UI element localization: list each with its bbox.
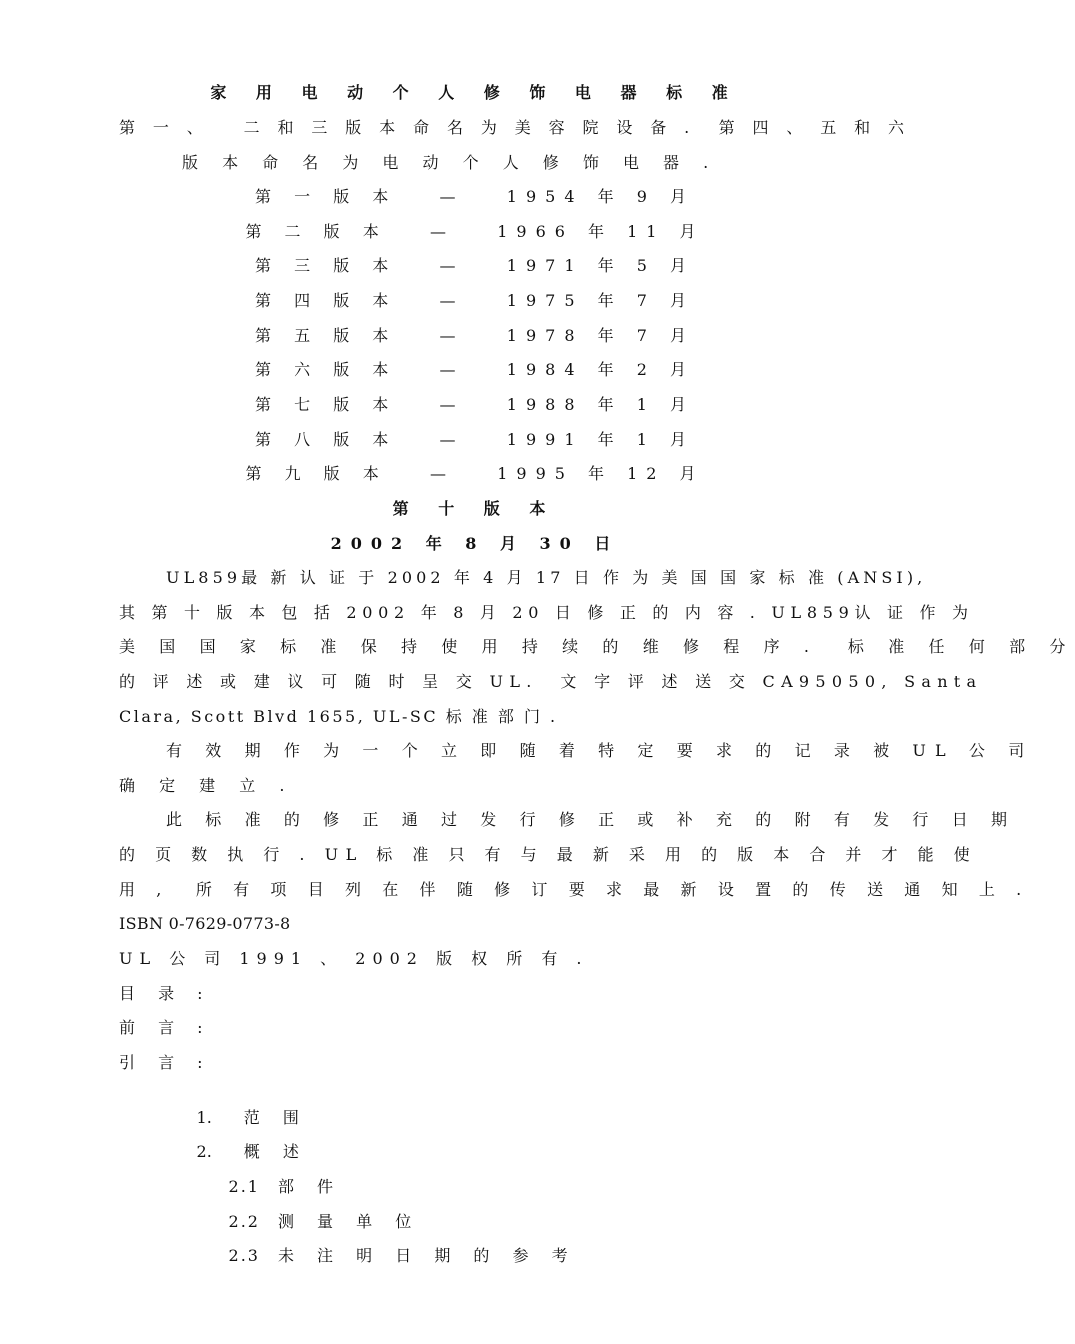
toc-label: 目 录 :: [119, 984, 212, 1003]
toc-subitem-number: 2.1: [228, 1177, 260, 1196]
toc-item[interactable]: [166, 1122, 308, 1161]
toc-subitem-number: 2.2: [228, 1212, 260, 1231]
current-edition: 第 十 版 本: [392, 499, 558, 518]
toc-item[interactable]: [166, 1088, 308, 1127]
toc-item-label: 概 述: [243, 1142, 308, 1161]
edition-item: 第 三 版 本 — 1971 年 5 月: [255, 256, 695, 275]
edition-item: 第 八 版 本 — 1991 年 1 月: [255, 430, 695, 449]
toc-subitem-label: 部 件: [277, 1177, 343, 1196]
toc-item-number: 2.: [196, 1142, 212, 1161]
intro-line-2: 版 本 命 名 为 电 动 个 人 修 饰 电 器 .: [182, 153, 718, 172]
paragraph-line: 确 定 建 立 .: [119, 776, 294, 795]
paragraph-line: 其 第 十 版 本 包 括 2002 年 8 月 20 日 修 正 的 内 容 . UL859认 证 作 为: [119, 603, 974, 622]
toc-subitem[interactable]: [198, 1192, 421, 1231]
isbn: ISBN 0-7629-0773-8: [119, 914, 291, 933]
toc-subitem[interactable]: [198, 1157, 343, 1196]
edition-item: 第 七 版 本 — 1988 年 1 月: [255, 395, 695, 414]
copyright: UL 公 司 1991 、 2002 版 权 所 有 .: [119, 949, 589, 968]
edition-item: 第 六 版 本 — 1984 年 2 月: [255, 360, 695, 379]
paragraph-line: 的 页 数 执 行 . UL 标 准 只 有 与 最 新 采 用 的 版 本 合 并 才 能 使: [119, 845, 978, 864]
paragraph-line: 的 评 述 或 建 议 可 随 时 呈 交 UL. 文 字 评 述 送 交 CA95050, Santa: [119, 672, 983, 691]
current-edition-date: 2002 年 8 月 30 日: [330, 534, 620, 553]
paragraph-line: 美 国 国 家 标 准 保 持 使 用 持 续 的 维 修 程 序 . 标 准 任 何 部 分: [119, 637, 1075, 656]
paragraph-line: 有 效 期 作 为 一 个 立 即 随 着 特 定 要 求 的 记 录 被 UL 公 司: [166, 741, 1034, 760]
intro-line-1: 第 一 、 二 和 三 版 本 命 名 为 美 容 院 设 备 . 第 四 、 五 和 六: [119, 118, 911, 137]
document-title: 家 用 电 动 个 人 修 饰 电 器 标 准: [210, 83, 740, 102]
paragraph-line: UL859最 新 认 证 于 2002 年 4 月 17 日 作 为 美 国 国 家 标 准 (ANSI),: [166, 568, 927, 587]
preface-label: 前 言 :: [119, 1018, 212, 1037]
toc-item-label: 范 围: [243, 1108, 308, 1127]
introduction-label: 引 言 :: [119, 1053, 212, 1072]
edition-item: 第 五 版 本 — 1978 年 7 月: [255, 326, 695, 345]
edition-item: 第 二 版 本 — 1966 年 11 月: [245, 222, 705, 241]
toc-subitem-label: 未 注 明 日 期 的 参 考: [277, 1246, 577, 1265]
edition-item: 第 四 版 本 — 1975 年 7 月: [255, 291, 695, 310]
edition-item: 第 九 版 本 — 1995 年 12 月: [245, 464, 705, 483]
paragraph-line: Clara, Scott Blvd 1655, UL-SC 标 准 部 门 .: [119, 707, 558, 726]
paragraph-line: 用 , 所 有 项 目 列 在 伴 随 修 订 要 求 最 新 设 置 的 传 送 通 知 上 .: [119, 880, 1030, 899]
toc-subitem-label: 测 量 单 位: [277, 1212, 421, 1231]
toc-item-number: 1.: [196, 1108, 212, 1127]
paragraph-line: 此 标 准 的 修 正 通 过 发 行 修 正 或 补 充 的 附 有 发 行 日 期: [166, 810, 1017, 829]
edition-item: 第 一 版 本 — 1954 年 9 月: [255, 187, 695, 206]
toc-subitem-number: 2.3: [228, 1246, 260, 1265]
toc-subitem[interactable]: [198, 1226, 577, 1265]
